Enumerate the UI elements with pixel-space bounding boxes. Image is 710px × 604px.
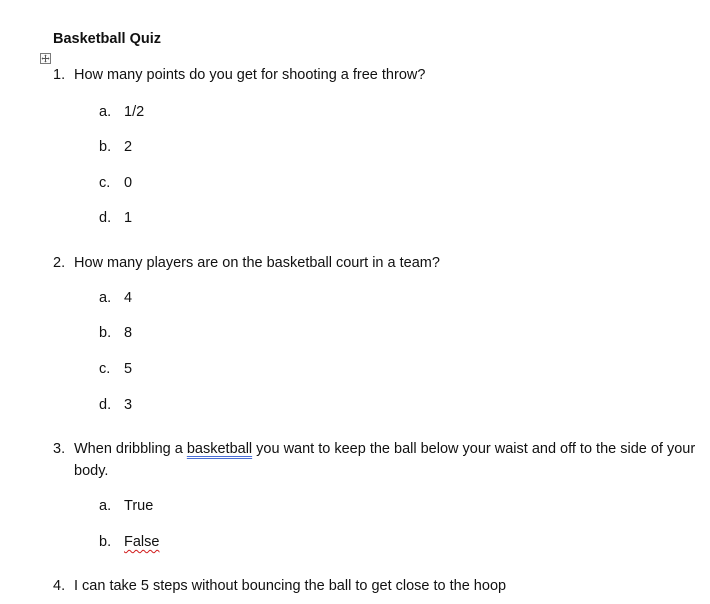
option-text: 3 — [124, 397, 133, 413]
option-letter: d. — [99, 397, 112, 413]
option-letter: a. — [99, 104, 112, 120]
question-text: I can take 5 steps without bouncing the ball to get close to the hoop — [74, 578, 507, 594]
option-text: 1/2 — [124, 104, 145, 120]
question-text — [74, 438, 703, 482]
option-text: True — [124, 498, 154, 514]
option-2a — [99, 288, 132, 308]
question-text-start: When dribbling a — [74, 441, 187, 457]
option-text: 5 — [124, 361, 133, 377]
document-title: Basketball Quiz — [53, 31, 161, 47]
option-text: 1 — [124, 210, 133, 226]
table-move-handle-icon[interactable] — [40, 53, 51, 64]
option-text: 8 — [124, 325, 133, 341]
question-number: 2. — [53, 255, 66, 271]
option-letter: a. — [99, 498, 112, 514]
option-letter: c. — [99, 175, 111, 191]
option-letter: b. — [99, 139, 112, 155]
option-letter: b. — [99, 534, 112, 550]
option-2b — [99, 323, 132, 343]
option-text: 0 — [124, 175, 133, 191]
question-4 — [53, 575, 703, 597]
question-number: 1. — [53, 67, 66, 83]
question-text: How many points do you get for shooting a free throw? — [74, 67, 426, 83]
question-2 — [53, 252, 703, 274]
option-1a — [99, 102, 144, 122]
option-letter: b. — [99, 325, 112, 341]
question-text-end: you want to keep the ball below your waist and off to the side of your body. — [74, 441, 696, 479]
option-letter: a. — [99, 290, 112, 306]
option-3b — [99, 532, 159, 552]
question-1 — [53, 64, 703, 86]
question-number: 3. — [53, 441, 66, 457]
option-text: 2 — [124, 139, 133, 155]
option-2d — [99, 395, 132, 415]
option-1c — [99, 173, 132, 193]
option-letter: d. — [99, 210, 112, 226]
option-letter: c. — [99, 361, 111, 377]
question-number: 4. — [53, 578, 66, 594]
question-3 — [53, 438, 703, 482]
grammar-flagged-word[interactable]: basketball — [186, 441, 253, 457]
option-text: 4 — [124, 290, 133, 306]
option-2c — [99, 359, 132, 379]
option-1b — [99, 137, 132, 157]
spelling-flagged-word[interactable]: False — [124, 534, 160, 550]
option-3a — [99, 496, 153, 516]
option-1d — [99, 208, 132, 228]
question-text: How many players are on the basketball court in a team? — [74, 255, 440, 271]
